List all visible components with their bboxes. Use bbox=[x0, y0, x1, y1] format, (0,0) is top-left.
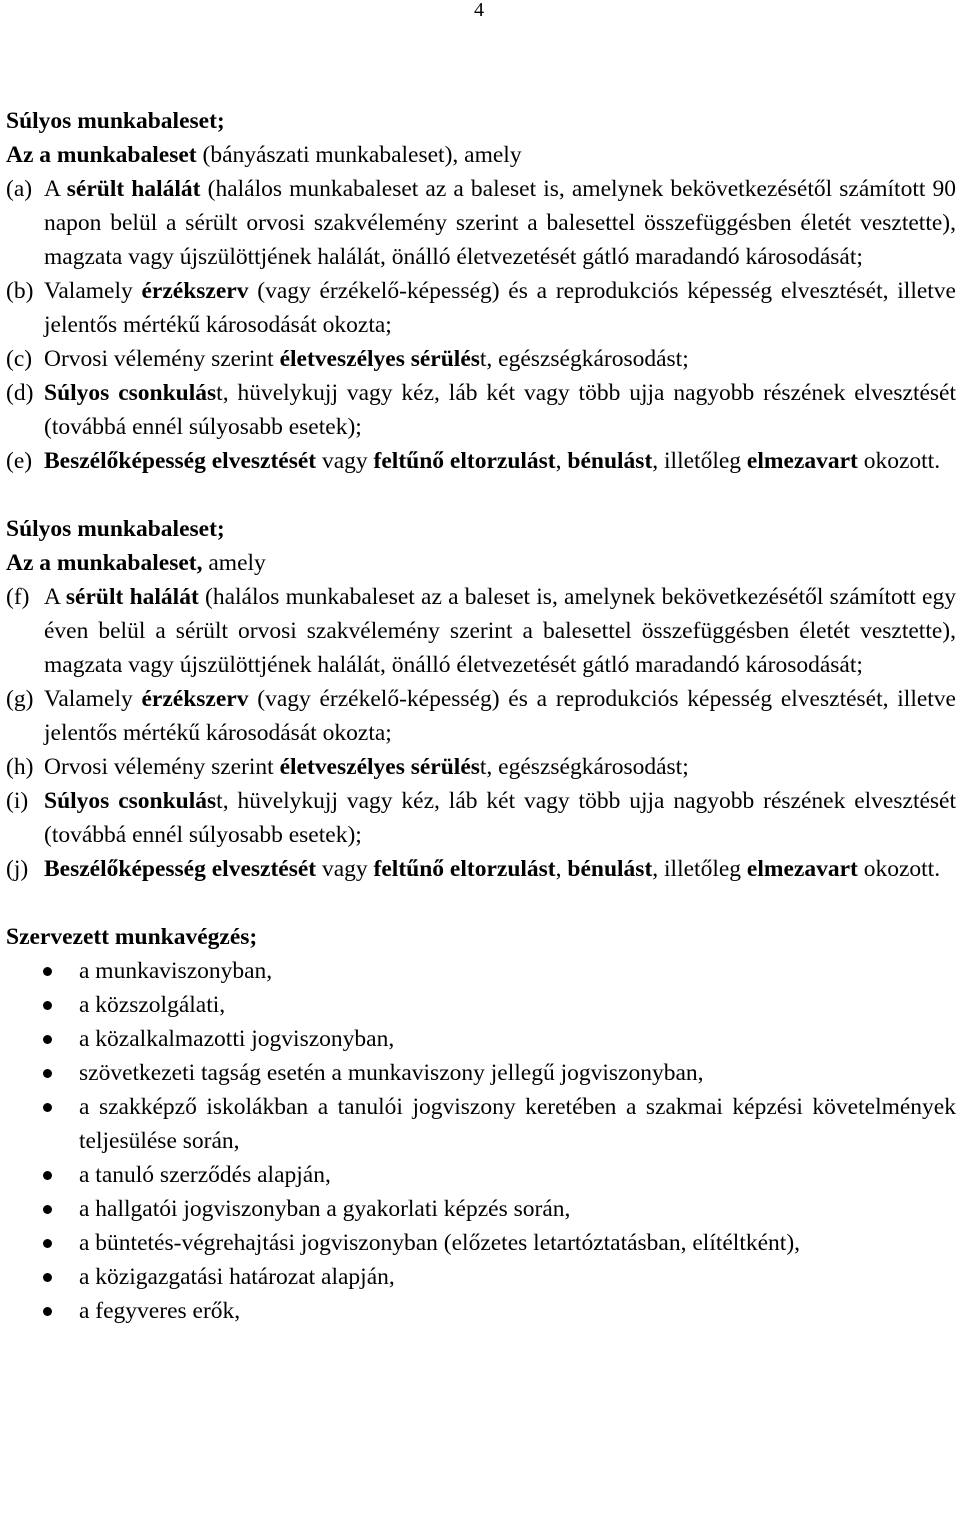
list-item bbox=[6, 1294, 956, 1328]
item-text bbox=[44, 682, 956, 750]
bold-term: bénulást bbox=[567, 856, 653, 882]
item-text bbox=[44, 342, 956, 376]
bold-term: elmezavart bbox=[746, 856, 858, 882]
bold-term: életveszélyes sérülés bbox=[279, 754, 480, 780]
bullet-text: a közigazgatási határozat alapján, bbox=[79, 1264, 395, 1290]
document-body bbox=[6, 104, 956, 1362]
bold-term: Súlyos csonkulás bbox=[44, 380, 217, 406]
item-label: (h) bbox=[6, 754, 34, 780]
bullet-dot-icon bbox=[6, 1294, 79, 1328]
list-item bbox=[6, 852, 956, 886]
list-item bbox=[6, 750, 956, 784]
section-severe-accident-1 bbox=[6, 104, 956, 478]
list-item bbox=[6, 274, 956, 342]
text-run: Valamely bbox=[44, 278, 142, 304]
text-run: vagy bbox=[316, 856, 374, 882]
item-text bbox=[44, 784, 956, 852]
list-item bbox=[6, 988, 956, 1022]
bullet-dot-icon bbox=[6, 1192, 79, 1226]
bullet-dot-icon bbox=[6, 1056, 79, 1090]
bullet-dot-icon bbox=[6, 1260, 79, 1294]
list-item bbox=[6, 1022, 956, 1056]
list-item bbox=[6, 1158, 956, 1192]
item-label: (g) bbox=[6, 686, 34, 712]
bold-term: feltűnő eltorzulást bbox=[373, 448, 556, 474]
text-run: , bbox=[555, 856, 568, 882]
bold-term: érzékszerv bbox=[141, 686, 249, 712]
item-label: (e) bbox=[6, 448, 33, 474]
text-run: Orvosi vélemény szerint bbox=[44, 346, 280, 372]
item-text bbox=[44, 580, 956, 682]
bold-term: Beszélőképesség elvesztését bbox=[44, 448, 317, 474]
section-intro bbox=[6, 546, 956, 580]
item-text bbox=[44, 172, 956, 274]
bold-term: feltűnő eltorzulást bbox=[373, 856, 556, 882]
text-run: (halálos munkabaleset az a baleset is, amelynek bekövetkezésétől számított egy éven belül a sérült orvosi szakvélemény szerint a balesettel összefüggésben életét vesztette), magzata vagy újszülöttjének halálát, önálló életvezetését gátló maradandó károsodását; bbox=[44, 584, 956, 678]
list-item bbox=[6, 1260, 956, 1294]
list-item bbox=[6, 172, 956, 274]
intro-bold: Az a munkabaleset bbox=[6, 142, 197, 168]
item-text bbox=[44, 750, 956, 784]
item-list bbox=[6, 172, 956, 478]
bullet-dot-icon bbox=[6, 1022, 79, 1056]
bullet-text: a fegyveres erők, bbox=[79, 1298, 241, 1324]
bullet-text: a büntetés-végrehajtási jogviszonyban (előzetes letartóztatásban, elítéltként), bbox=[79, 1230, 801, 1256]
bold-term: bénulást bbox=[567, 448, 653, 474]
intro-rest: amely bbox=[202, 550, 266, 576]
text-run: okozott. bbox=[857, 856, 941, 882]
section-organized-work bbox=[6, 920, 956, 1328]
bold-term: elmezavart bbox=[746, 448, 858, 474]
section-heading: Szervezett munkavégzés; bbox=[6, 924, 258, 950]
text-run: vagy bbox=[316, 448, 374, 474]
text-run: , illetőleg bbox=[652, 448, 747, 474]
item-label: (a) bbox=[6, 176, 33, 202]
item-list bbox=[6, 580, 956, 886]
bullet-dot-icon bbox=[6, 1226, 79, 1260]
list-item bbox=[6, 342, 956, 376]
intro-rest: (bányászati munkabaleset), amely bbox=[196, 142, 522, 168]
item-label: (c) bbox=[6, 346, 33, 372]
list-item bbox=[6, 1192, 956, 1226]
bullet-text: a munkaviszonyban, bbox=[79, 958, 273, 984]
item-text bbox=[44, 444, 956, 478]
item-label: (d) bbox=[6, 380, 34, 406]
list-item bbox=[6, 682, 956, 750]
list-item bbox=[6, 444, 956, 478]
bold-term: érzékszerv bbox=[141, 278, 249, 304]
list-item bbox=[6, 1226, 956, 1260]
item-label: (b) bbox=[6, 278, 34, 304]
text-run: , bbox=[555, 448, 568, 474]
bold-term: Beszélőképesség elvesztését bbox=[44, 856, 317, 882]
text-run: A bbox=[44, 176, 67, 202]
section-intro bbox=[6, 138, 956, 172]
section-heading: Súlyos munkabaleset; bbox=[6, 516, 225, 542]
text-run: t, hüvelykujj vagy kéz, láb két vagy több ujja nagyobb részének elvesztését (továbbá ennél súlyosabb esetek); bbox=[44, 380, 957, 440]
item-label: (i) bbox=[6, 788, 29, 814]
bullet-text: a hallgatói jogviszonyban a gyakorlati képzés során, bbox=[79, 1196, 571, 1222]
text-run: (vagy érzékelő-képesség) és a reprodukciós képesség elvesztését, illetve jelentős mértékű károsodását okozta; bbox=[44, 686, 956, 746]
text-run: t, egészségkárosodást; bbox=[479, 346, 689, 372]
bullet-dot-icon bbox=[6, 1090, 79, 1124]
text-run: okozott. bbox=[857, 448, 941, 474]
text-run: , illetőleg bbox=[652, 856, 747, 882]
list-item bbox=[6, 784, 956, 852]
list-item bbox=[6, 376, 956, 444]
list-item bbox=[6, 1056, 956, 1090]
bullet-text: a közalkalmazotti jogviszonyban, bbox=[79, 1026, 395, 1052]
bullet-text: szövetkezeti tagság esetén a munkaviszony jellegű jogviszonyban, bbox=[79, 1060, 704, 1086]
bullet-text: a szakképző iskolákban a tanulói jogviszony keretében a szakmai képzési követelmények teljesülése során, bbox=[79, 1094, 956, 1154]
list-item bbox=[6, 580, 956, 682]
item-text bbox=[44, 274, 956, 342]
text-run: (halálos munkabaleset az a baleset is, amelynek bekövetkezésétől számított 90 napon belül a sérült orvosi szakvélemény szerint a balesettel összefüggésben életét vesztette), magzata vagy újszülöttjének halálát, önálló életvezetését gátló maradandó károsodását; bbox=[44, 176, 956, 270]
intro-bold: Az a munkabaleset, bbox=[6, 550, 203, 576]
item-label: (f) bbox=[6, 584, 30, 610]
text-run: Orvosi vélemény szerint bbox=[44, 754, 280, 780]
bullet-text: a tanuló szerződés alapján, bbox=[79, 1162, 331, 1188]
list-item bbox=[6, 1090, 956, 1158]
list-item bbox=[6, 954, 956, 988]
bullet-dot-icon bbox=[6, 954, 79, 988]
bullet-dot-icon bbox=[6, 1158, 79, 1192]
bold-term: sérült halálát bbox=[65, 584, 199, 610]
bold-term: Súlyos csonkulás bbox=[44, 788, 217, 814]
item-text bbox=[44, 852, 956, 886]
bold-term: sérült halálát bbox=[66, 176, 201, 202]
text-run: Valamely bbox=[44, 686, 142, 712]
text-run: A bbox=[44, 584, 66, 610]
bullet-list bbox=[6, 954, 956, 1328]
bullet-dot-icon bbox=[6, 988, 79, 1022]
page-number: 4 bbox=[474, 0, 484, 21]
item-text bbox=[44, 376, 956, 444]
section-severe-accident-2 bbox=[6, 512, 956, 886]
text-run: t, egészségkárosodást; bbox=[479, 754, 689, 780]
text-run: (vagy érzékelő-képesség) és a reprodukciós képesség elvesztését, illetve jelentős mértékű károsodását okozta; bbox=[44, 278, 956, 338]
section-heading: Súlyos munkabaleset; bbox=[6, 108, 225, 134]
bullet-text: a közszolgálati, bbox=[79, 992, 226, 1018]
item-label: (j) bbox=[6, 856, 29, 882]
bold-term: életveszélyes sérülés bbox=[279, 346, 480, 372]
text-run: t, hüvelykujj vagy kéz, láb két vagy több ujja nagyobb részének elvesztését (továbbá ennél súlyosabb esetek); bbox=[44, 788, 957, 848]
